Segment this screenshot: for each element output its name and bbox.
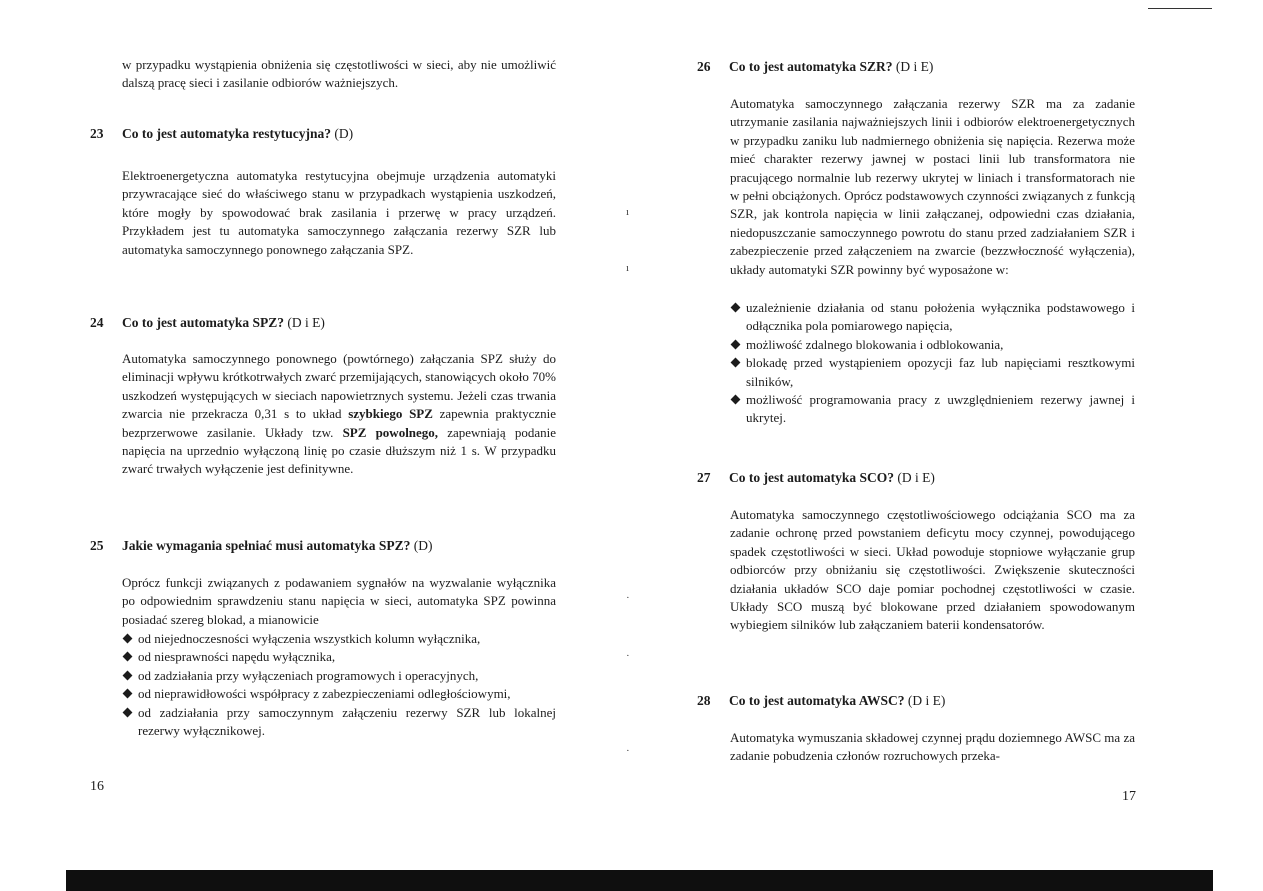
gutter-speck: · (626, 592, 630, 604)
top-rule (1148, 8, 1212, 9)
question-tag: (D i E) (287, 315, 325, 330)
list-item: uzależnienie działania od stanu położenia wyłącznika podstawowego i odłącznika pola pomiarowego napięcia, (730, 299, 1135, 336)
question-28-body: Automatyka wymuszania składowej czynnej prądu doziemnego AWSC ma za zadanie pobudzenia członów rozruchowych przeka- (730, 730, 1135, 764)
question-tag: (D i E) (895, 59, 934, 74)
question-title: Jakie wymagania spełniać musi automatyka SPZ? (122, 538, 411, 553)
list-item: od niejednoczesności wyłączenia wszystkich kolumn wyłącznika, (122, 630, 556, 648)
question-title: Co to jest automatyka SCO? (729, 470, 894, 485)
question-26-bullets (730, 299, 1135, 428)
bold-term: SPZ powolnego, (342, 424, 439, 440)
gutter-speck: · (626, 745, 630, 757)
gutter-speck: ı (626, 262, 630, 274)
question-title: Co to jest automatyka SPZ? (122, 315, 284, 330)
page-number: 17 (1122, 789, 1136, 804)
question-title: Co to jest automatyka AWSC? (729, 693, 905, 708)
gutter-speck: · (626, 650, 630, 662)
question-title: Co to jest automatyka restytucyjna? (122, 126, 331, 141)
question-24-heading (90, 315, 325, 331)
question-number: 28 (697, 693, 711, 708)
page-number: 16 (90, 779, 104, 794)
list-item: od zadziałania przy wyłączeniach programowych i operacyjnych, (122, 667, 556, 685)
list-item: możliwość zdalnego blokowania i odblokowania, (730, 336, 1135, 354)
body-segment: Automatyka samoczynnego ponownego (powtórnego) załączania SPZ służy do eliminacji wpływu krótkotrwałych zwarć przemijających, stanowiących około 70% uszkodzeń występujących w sieciach napowietrznych systemu. Jeżeli czas trwania zwarcia nie przekracza 0,31 s to układ (122, 351, 556, 422)
continuation-text: w przypadku wystąpienia obniżenia się częstotliwości w sieci, aby nie umożliwić dalszą pracę sieci i zasilanie odbiorów ważniejszych. (122, 57, 556, 91)
question-tag: (D i E) (897, 470, 935, 485)
question-number: 27 (697, 470, 711, 485)
question-27-heading (697, 470, 935, 486)
list-item: możliwość programowania pracy z uwzględnieniem rezerwy jawnej i ukrytej. (730, 391, 1135, 428)
scan-bottom-edge (66, 870, 1213, 891)
body-segment: zapewnia praktycznie bezprzerwowe zasilanie. Układy tzw. (122, 406, 556, 440)
body-segment: zapewniają podanie napięcia na uprzednio wyłączoną linię po czasie dłuższym niż 1 s. W przypadku zwarć trwałych wyłączenie jest definitywne. (122, 424, 556, 477)
gutter-speck: ı (626, 206, 630, 218)
question-26-heading (697, 59, 933, 75)
question-28-heading (697, 693, 945, 709)
question-24-body (122, 350, 556, 479)
list-item: od nieprawidłowości współpracy z zabezpieczeniami odległościowymi, (122, 685, 556, 703)
question-26-body: Automatyka samoczynnego załączania rezerwy SZR ma za zadanie utrzymanie zasilania najważniejszych linii i odbiorów elektroenergetycznych w przypadku zaniku lub nadmiernego obniżenia się napięcia. Rezerwa może mieć charakter rezerwy jawnej w postaci linii lub transformatora nie pracującego normalnie lub rezerwy ukrytej w liniach i transformatorach nie w pełni obciążonych. Oprócz podstawowych czynności związanych z funkcją SZR, jak kontrola napięcia w linii załączanej, odpowiedni czas działania, niedopuszczanie samoczynnego powrotu do stanu przed zadziałaniem SZR i zabezpieczenie przed załączeniem na zwarcie (bezzwłoczność wyłączenia), układy automatyki SZR powinny być wyposażone w: (730, 96, 1135, 277)
question-number: 23 (90, 126, 104, 141)
list-item: od zadziałania przy samoczynnym załączeniu rezerwy SZR lub lokalnej rezerwy wyłącznikowej. (122, 704, 556, 741)
question-tag: (D) (413, 538, 433, 553)
question-25-bullets (122, 630, 556, 740)
question-tag: (D i E) (907, 693, 946, 708)
list-item: od niesprawności napędu wyłącznika, (122, 648, 556, 666)
bold-term: szybkiego SPZ (348, 406, 433, 422)
question-23-body: Elektroenergetyczna automatyka restytucyjna obejmuje urządzenia automatyki przywracające sieć do właściwego stanu w przypadkach wystąpienia uszkodzeń, które mogły by spowodować brak zasilania i przerwę w pracy urządzeń. Przykładem jest tu automatyka samoczynnego załączania rezerwy SZR lub automatyka samoczynnego ponownego załączania SPZ. (122, 168, 556, 257)
question-27-body: Automatyka samoczynnego częstotliwościowego odciążania SCO ma za zadanie ochronę przed powstaniem deficytu mocy czynnej, powodującego spadek częstotliwości w sieci. Układ powoduje stopniowe wyłączanie grup odbiorców przy obniżaniu się częstotliwości. Zwiększenie skuteczności działania układów SCO daje pomiar pochodnej częstotliwości w czasie. Układy SCO muszą być blokowane przed działaniem spowodowanym wybiegiem silników lub załączaniem baterii kondensatorów. (730, 507, 1135, 633)
question-number: 24 (90, 315, 104, 330)
question-23-heading (90, 126, 353, 142)
question-tag: (D) (334, 126, 354, 141)
question-number: 25 (90, 538, 104, 553)
question-number: 26 (697, 59, 711, 74)
question-title: Co to jest automatyka SZR? (729, 59, 893, 74)
question-25-body: Oprócz funkcji związanych z podawaniem sygnałów na wyzwalanie wyłącznika po odpowiednim sprawdzeniu stanu napięcia w sieci, automatyka SPZ powinna posiadać szereg blokad, a mianowicie (122, 575, 556, 627)
list-item: blokadę przed wystąpieniem opozycji faz lub napięciami resztkowymi silników, (730, 354, 1135, 391)
question-25-heading (90, 538, 433, 554)
